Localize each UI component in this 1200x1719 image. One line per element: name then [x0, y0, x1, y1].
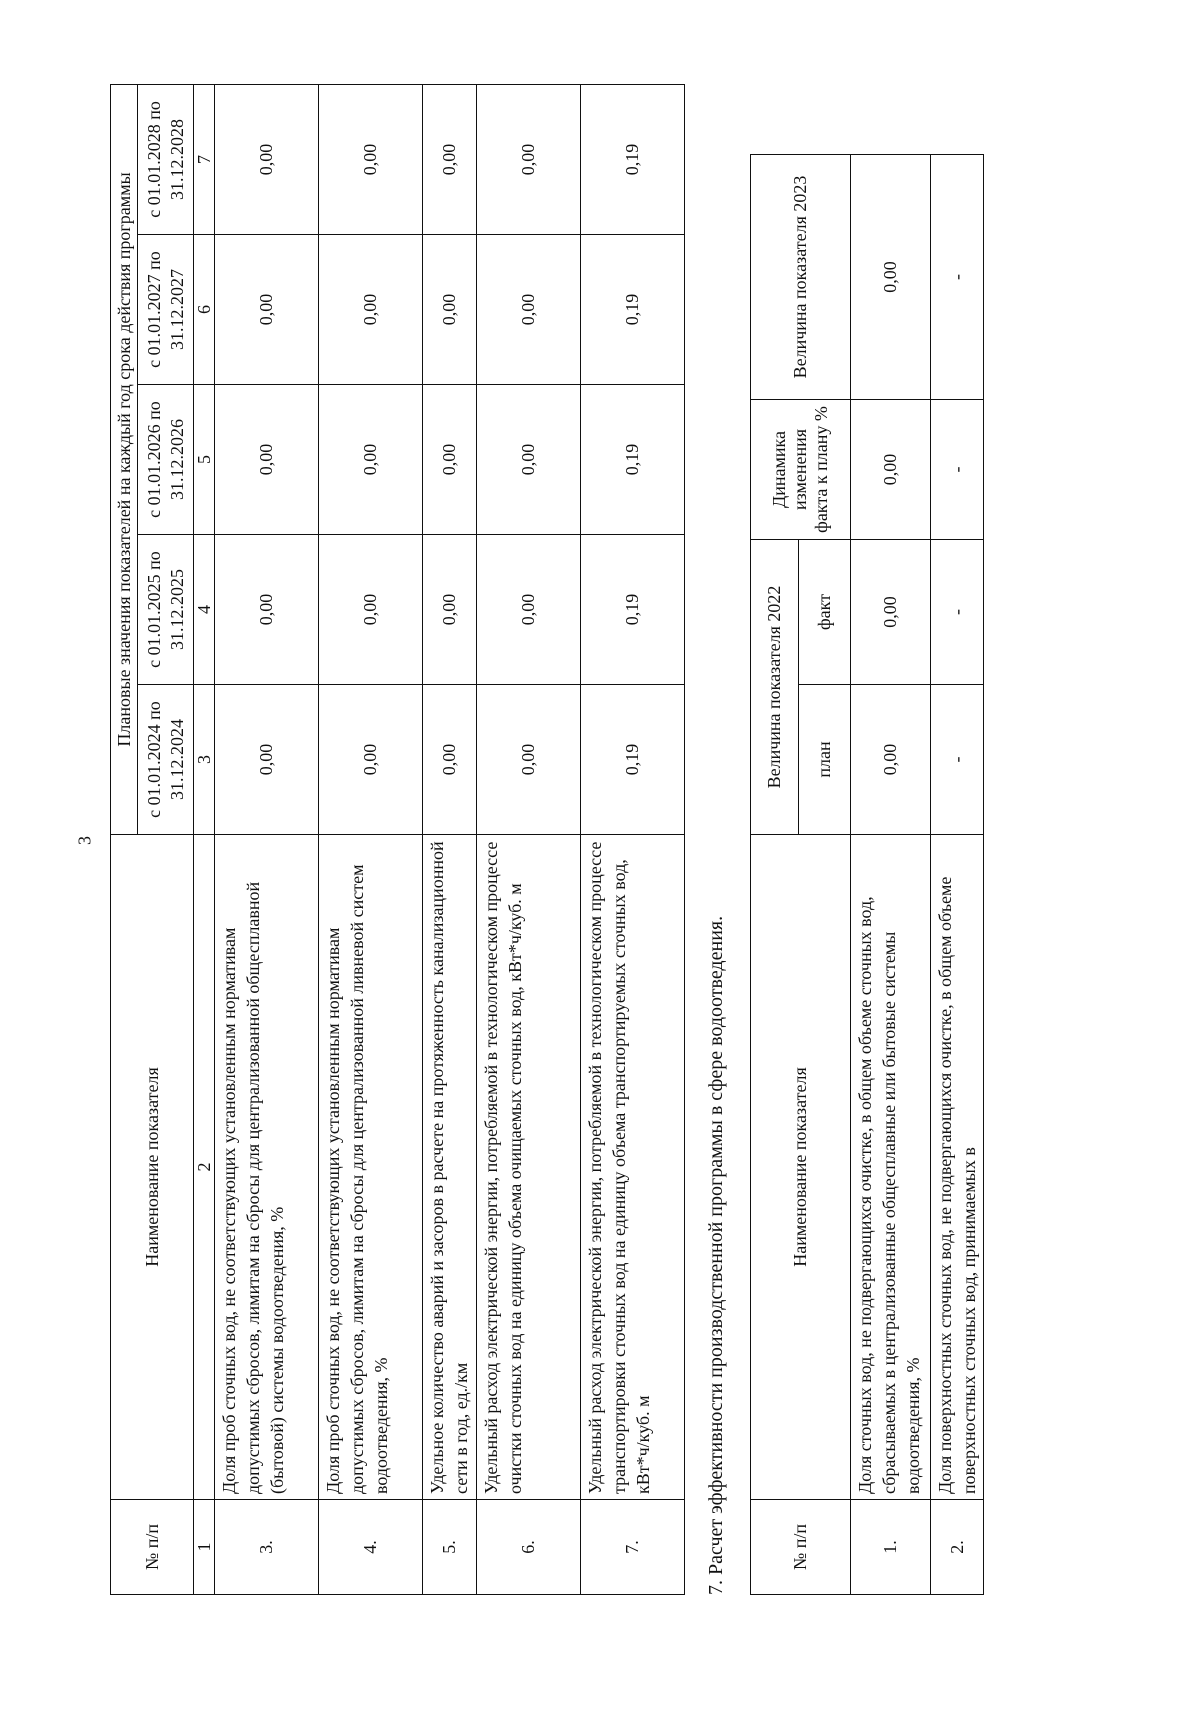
- indicator-name: Доля поверхностных сточных вод, не подвергающихся очистке, в общем объеме поверхностных сточных вод, принимаемых в: [931, 835, 984, 1500]
- header-indicator-name: Наименование показателя: [751, 835, 851, 1500]
- plan-value: -: [931, 685, 984, 835]
- section-heading: 7. Расчет эффективности производственной программы в сфере водоотведения.: [705, 915, 727, 1595]
- indicator-value: 0,00: [477, 385, 581, 535]
- header-plan: план: [799, 685, 851, 835]
- column-number: 7: [194, 84, 215, 234]
- header-value-2023: Величина показателя 2023: [751, 154, 851, 399]
- indicator-value: 0,00: [215, 685, 319, 835]
- header-value-2022: Величина показателя 2022: [751, 539, 799, 834]
- indicator-value: 0,00: [477, 84, 581, 234]
- row-number: 3.: [215, 1500, 319, 1595]
- indicator-value: 0,00: [423, 385, 477, 535]
- indicator-value: 0,00: [319, 685, 423, 835]
- table-row: [423, 84, 477, 1594]
- row-number: 6.: [477, 1500, 581, 1595]
- header-no: № п/п: [751, 1500, 851, 1595]
- table-row: [931, 154, 984, 1594]
- indicator-value: 0,00: [423, 235, 477, 385]
- header-indicator-name: Наименование показателя: [111, 835, 194, 1500]
- indicator-value: 0,00: [423, 84, 477, 234]
- table-row: [851, 154, 931, 1594]
- header-period: с 01.01.2027 по 31.12.2027: [138, 235, 194, 385]
- dynamics-value: 0,00: [851, 399, 931, 539]
- indicator-value: 0,00: [319, 535, 423, 685]
- indicator-value: 0,00: [477, 535, 581, 685]
- indicator-value: 0,00: [477, 685, 581, 835]
- column-number: 6: [194, 235, 215, 385]
- row-number: 7.: [581, 1500, 685, 1595]
- indicator-name: Доля сточных вод, не подвергающихся очистке, в общем объеме сточных вод, сбрасываемых в централизованные общесплавные или бытовые системы водоотведения, %: [851, 835, 931, 1500]
- header-period: с 01.01.2026 по 31.12.2026: [138, 385, 194, 535]
- indicator-name: Удельный расход электрической энергии, потребляемой в технологическом процессе очистки сточных вод на единицу объема очищаемых сточных вод, кВт*ч/куб. м: [477, 835, 581, 1500]
- indicator-value: 0,19: [581, 84, 685, 234]
- indicator-value: 0,19: [581, 235, 685, 385]
- indicator-name: Доля проб сточных вод, не соответствующих установленным нормативам допустимых сбросов, лимитам на сбросы для централизованной общесплавной (бытовой) системы водоотведения, %: [215, 835, 319, 1500]
- row-number: 1.: [851, 1500, 931, 1595]
- header-dynamics: Динамика изменения факта к плану %: [751, 399, 851, 539]
- table-row: [581, 84, 685, 1594]
- indicator-value: 0,19: [581, 385, 685, 535]
- header-planned-values: Плановые значения показателей на каждый год срока действия программы: [111, 84, 138, 834]
- indicator-value: 0,19: [581, 685, 685, 835]
- indicator-value: 0,00: [215, 84, 319, 234]
- row-number: 4.: [319, 1500, 423, 1595]
- rotated-page-content: [110, 15, 1140, 1595]
- page-number: 3: [74, 836, 95, 845]
- header-period: с 01.01.2024 по 31.12.2024: [138, 685, 194, 835]
- header-no: № п/п: [111, 1500, 194, 1595]
- table-row: [477, 84, 581, 1594]
- column-number: 2: [194, 835, 215, 1500]
- value-2023: -: [931, 154, 984, 399]
- header-fact: факт: [799, 539, 851, 684]
- indicator-value: 0,00: [215, 235, 319, 385]
- indicator-value: 0,00: [215, 535, 319, 685]
- row-number: 2.: [931, 1500, 984, 1595]
- indicator-value: 0,00: [319, 235, 423, 385]
- column-number: 4: [194, 535, 215, 685]
- plan-value: 0,00: [851, 685, 931, 835]
- indicator-value: 0,00: [423, 535, 477, 685]
- indicator-value: 0,00: [319, 385, 423, 535]
- indicator-value: 0,00: [423, 685, 477, 835]
- fact-value: -: [931, 539, 984, 684]
- indicator-value: 0,00: [319, 84, 423, 234]
- value-2023: 0,00: [851, 154, 931, 399]
- row-number: 5.: [423, 1500, 477, 1595]
- header-period: с 01.01.2028 по 31.12.2028: [138, 84, 194, 234]
- column-number: 3: [194, 685, 215, 835]
- column-number: 5: [194, 385, 215, 535]
- table-row: [215, 84, 319, 1594]
- indicator-value: 0,00: [215, 385, 319, 535]
- indicator-value: 0,19: [581, 535, 685, 685]
- indicator-name: Удельный расход электрической энергии, потребляемой в технологическом процессе транспортировки сточных вод на единицу объема транспортируемых сточных вод, кВт*ч/куб. м: [581, 835, 685, 1500]
- column-number: 1: [194, 1500, 215, 1595]
- target-indicators-table: [110, 84, 685, 1595]
- table-row: [319, 84, 423, 1594]
- dynamics-value: -: [931, 399, 984, 539]
- indicator-name: Доля проб сточных вод, не соответствующих установленным нормативам допустимых сбросов, лимитам на сбросы для централизованной ливневой систем водоотведения, %: [319, 835, 423, 1500]
- header-period: с 01.01.2025 по 31.12.2025: [138, 535, 194, 685]
- fact-value: 0,00: [851, 539, 931, 684]
- indicator-value: 0,00: [477, 235, 581, 385]
- efficiency-table: [750, 154, 984, 1595]
- indicator-name: Удельное количество аварий и засоров в расчете на протяженность канализационной сети в год, ед./км: [423, 835, 477, 1500]
